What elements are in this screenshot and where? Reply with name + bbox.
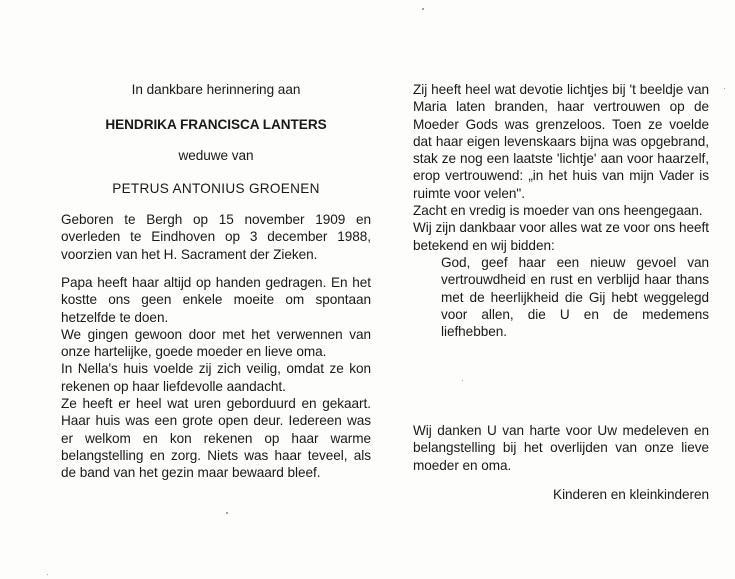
devotion-section bbox=[413, 81, 709, 340]
paragraph-heengegaan: Zacht en vredig is moeder van ons heengegaan. bbox=[413, 203, 703, 219]
print-speck bbox=[724, 88, 725, 89]
paragraph-geborduurd: Ze heeft er heel wat uren geborduurd en gekaart. Haar huis was een grote open deur. Iedereen was er welkom en kon rekenen op haar warme belangstelling en zorg. Niets was haar teveel, als de band van het gezin maar bewaard bleef. bbox=[61, 396, 371, 481]
print-speck bbox=[47, 574, 48, 575]
paragraph-nella: In Nella's huis voelde zij zich veilig, omdat ze kon rekenen op haar liefdevolle aandacht. bbox=[61, 361, 371, 394]
widow-of-line: weduwe van bbox=[178, 148, 254, 163]
prayer-text: God, geef haar een nieuw gevoel van vertrouwdheid en rust en verblijd haar thans met de heerlijkheid die Gij hebt weggelegd voor allen, die U en de medemens liefhebben. bbox=[441, 254, 709, 340]
husband-name: PETRUS ANTONIUS GROENEN bbox=[112, 181, 320, 196]
print-speck bbox=[422, 8, 424, 10]
intro-line: In dankbare herinnering aan bbox=[131, 82, 301, 97]
paragraph-devotie: Zij heeft heel wat devotie lichtjes bij 't beeldje van Maria laten branden, haar vertrouwen op de Moeder Gods was grenzeloos. Toen ze voelde dat haar eigen levenskaars bijna was opgebrand, stak ze nog een laatste 'lichtje' aan voor haarzelf, erop vertrouwend: „in het huis van mijn Vader is ruimte voor velen". bbox=[413, 82, 709, 201]
birth-death-paragraph: Geboren te Bergh op 15 november 1909 en overleden te Eindhoven op 3 december 1988, voorzien van het H. Sacrament der Zieken. bbox=[61, 212, 371, 262]
paragraph-dankbaar: Wij zijn dankbaar voor alles wat ze voor ons heeft betekend en wij bidden: bbox=[413, 220, 709, 253]
signature-line: Kinderen en kleinkinderen bbox=[553, 487, 709, 502]
paragraph-papa: Papa heeft haar altijd op handen gedragen. En het kostte ons geen enkele moeite om spontaan hetzelfde te doen. bbox=[61, 275, 371, 325]
thanks-paragraph: Wij danken U van harte voor Uw medeleven en belangstelling bij het overlijden van onze lieve moeder en oma. bbox=[413, 423, 709, 473]
paragraph-verwennen: We gingen gewoon door met het verwennen van onze hartelijke, goede moeder en lieve oma. bbox=[61, 326, 371, 360]
print-speck bbox=[226, 512, 228, 514]
life-story bbox=[61, 274, 371, 482]
print-speck bbox=[462, 380, 463, 381]
deceased-name: HENDRIKA FRANCISCA LANTERS bbox=[105, 117, 327, 132]
